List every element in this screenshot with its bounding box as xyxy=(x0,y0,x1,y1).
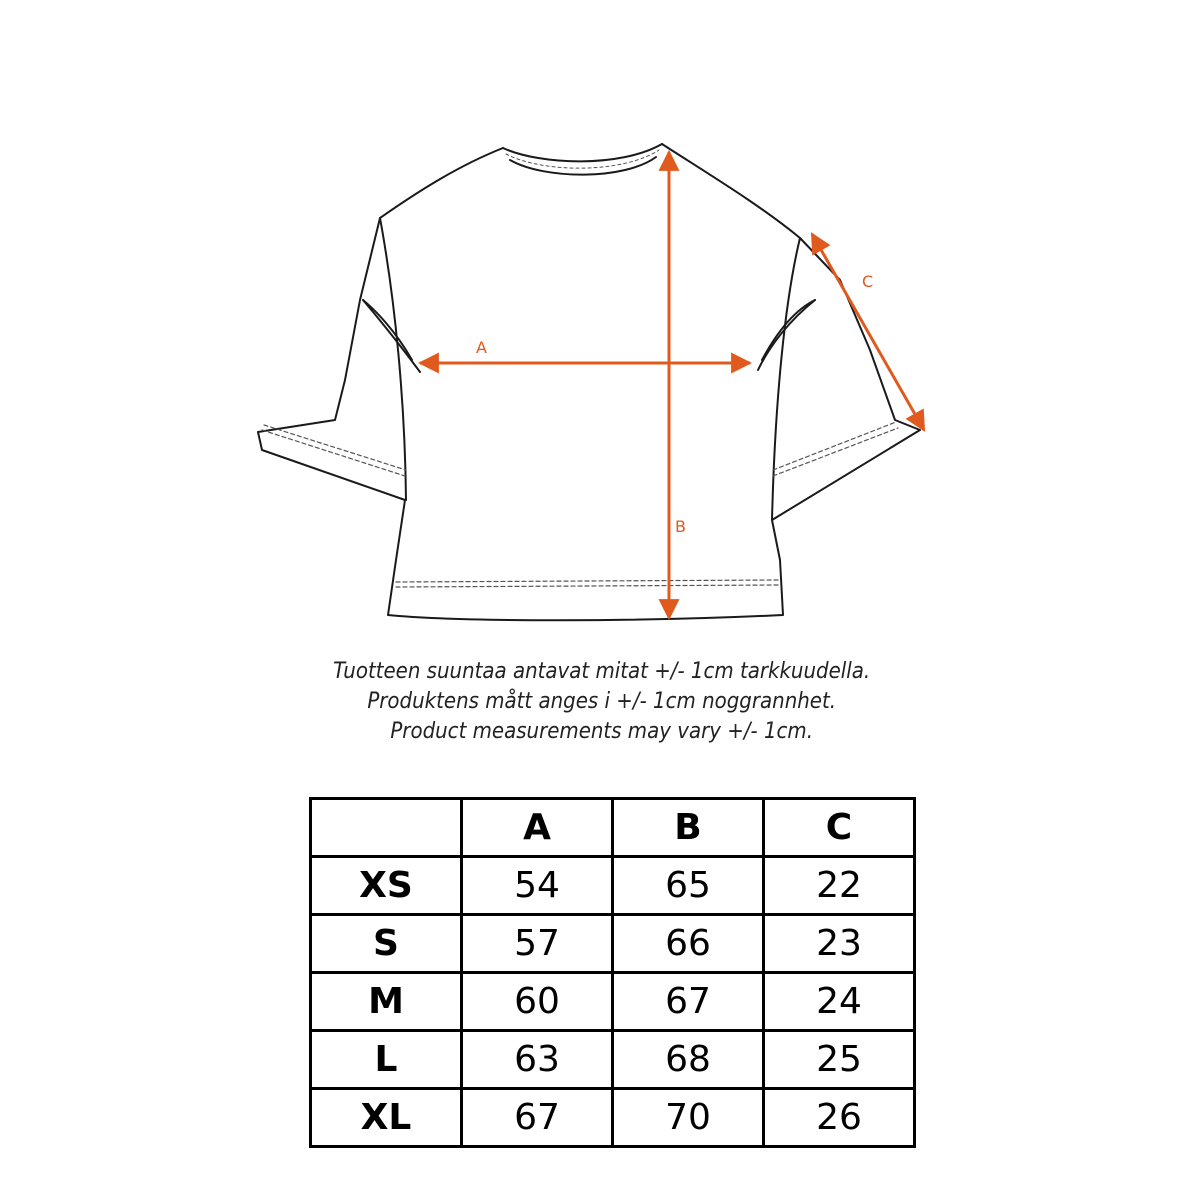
left-sleeve-hem-2 xyxy=(262,430,405,476)
size-label: XS xyxy=(311,857,462,915)
measurement-arrows xyxy=(420,152,924,618)
header-a: A xyxy=(462,799,613,857)
size-table xyxy=(309,797,916,1148)
body-outline xyxy=(258,144,920,620)
header-c: C xyxy=(764,799,915,857)
collar-stitch xyxy=(506,150,659,168)
right-armhole xyxy=(772,238,800,520)
left-fold xyxy=(363,300,420,372)
bottom-hem-2 xyxy=(396,585,778,587)
measurement-note-fi: Tuotteen suuntaa antavat mitat +/- 1cm tarkkuudella. xyxy=(333,659,871,684)
right-fold-2 xyxy=(762,300,815,360)
value-cell: 25 xyxy=(764,1031,915,1089)
value-cell: 70 xyxy=(613,1089,764,1147)
value-cell: 26 xyxy=(764,1089,915,1147)
label-b: B xyxy=(675,517,686,536)
value-cell: 67 xyxy=(462,1089,613,1147)
value-cell: 22 xyxy=(764,857,915,915)
table-header-row xyxy=(311,799,915,857)
size-label: L xyxy=(311,1031,462,1089)
size-label: XL xyxy=(311,1089,462,1147)
size-label: S xyxy=(311,915,462,973)
right-sleeve-hem-2 xyxy=(773,428,898,476)
table-row xyxy=(311,973,915,1031)
value-cell: 57 xyxy=(462,915,613,973)
measurement-note-en: Product measurements may vary +/- 1cm. xyxy=(390,719,814,744)
value-cell: 63 xyxy=(462,1031,613,1089)
value-cell: 24 xyxy=(764,973,915,1031)
value-cell: 67 xyxy=(613,973,764,1031)
measurement-labels xyxy=(476,272,873,536)
table-row xyxy=(311,915,915,973)
left-armhole xyxy=(380,218,406,500)
measurement-note-sv: Produktens mått anges i +/- 1cm noggrannhet. xyxy=(367,689,837,714)
table-row xyxy=(311,857,915,915)
label-a: A xyxy=(476,338,487,357)
collar-inner xyxy=(510,157,656,175)
value-cell: 65 xyxy=(613,857,764,915)
bottom-hem xyxy=(396,580,778,582)
size-label: M xyxy=(311,973,462,1031)
table-row xyxy=(311,1089,915,1147)
value-cell: 23 xyxy=(764,915,915,973)
value-cell: 68 xyxy=(613,1031,764,1089)
right-sleeve-hem xyxy=(773,422,896,470)
header-b: B xyxy=(613,799,764,857)
collar-outer xyxy=(503,144,662,161)
table-row xyxy=(311,1031,915,1089)
value-cell: 54 xyxy=(462,857,613,915)
arrow-c xyxy=(812,234,924,430)
label-c: C xyxy=(862,272,874,291)
value-cell: 60 xyxy=(462,973,613,1031)
value-cell: 66 xyxy=(613,915,764,973)
tshirt-outline xyxy=(258,144,920,620)
table-corner-cell xyxy=(311,799,462,857)
left-sleeve-hem xyxy=(264,425,406,470)
